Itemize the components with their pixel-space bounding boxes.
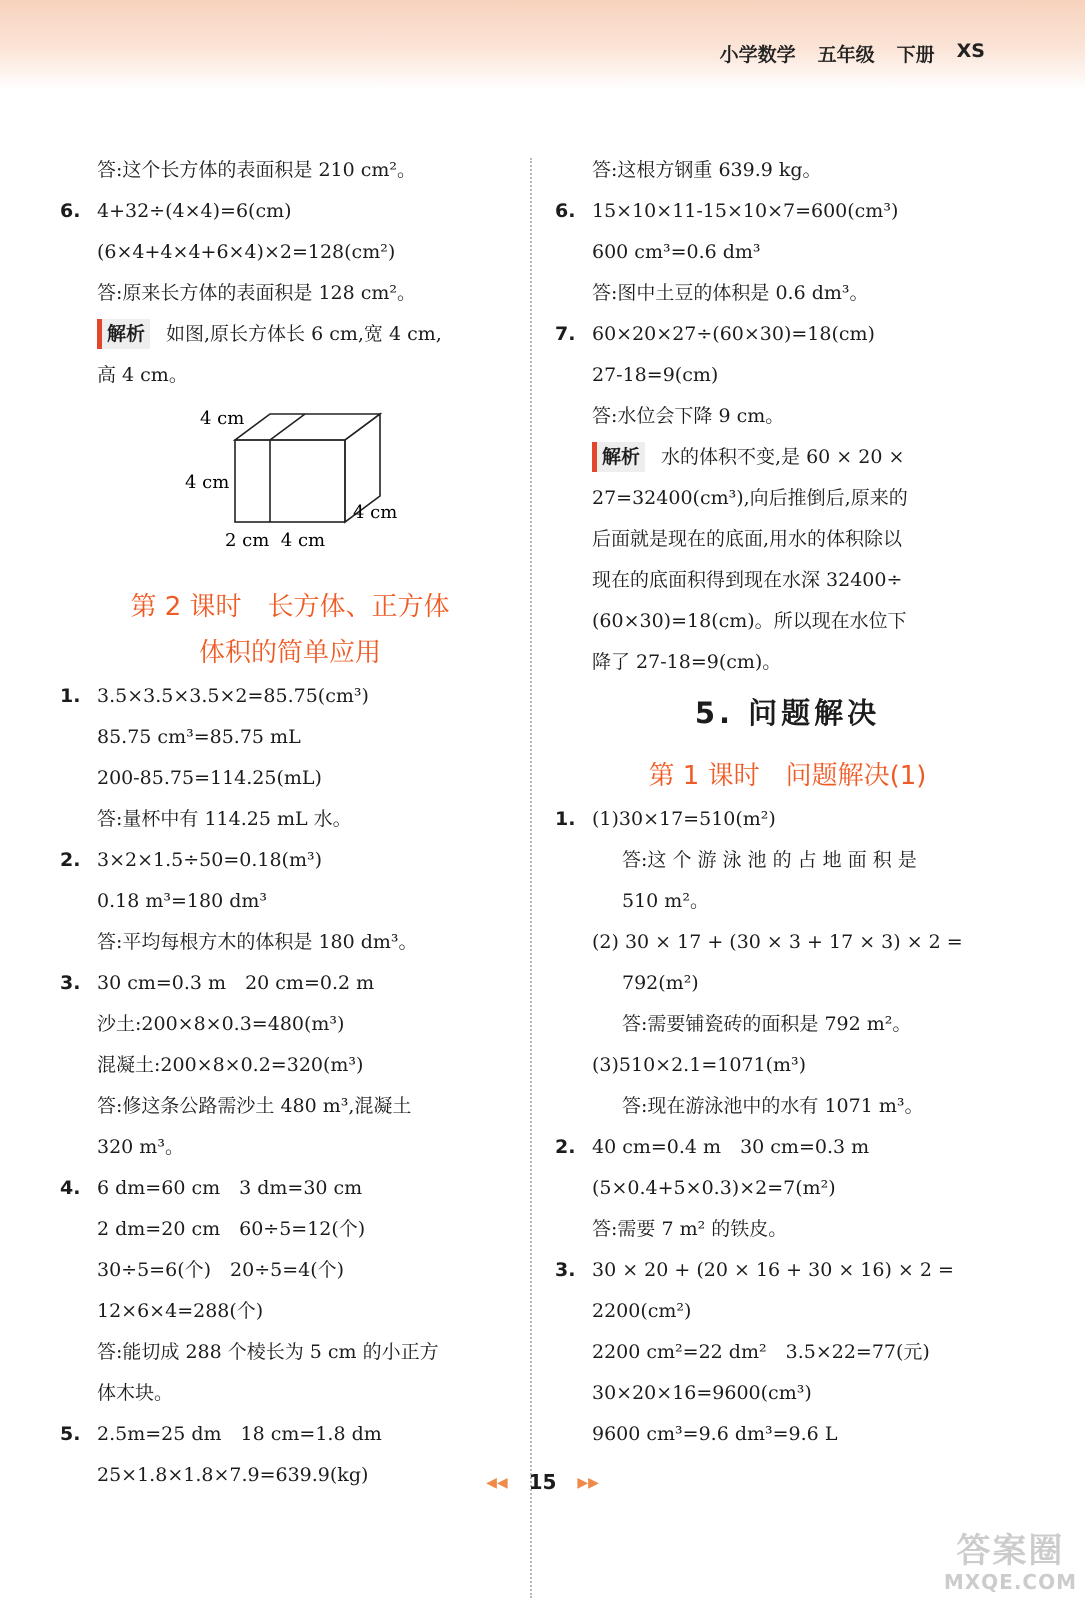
answer-line: 320 m³。	[97, 1136, 184, 1158]
answer-line: 答:需要铺瓷砖的面积是 792 m²。	[622, 1013, 912, 1035]
problem-7	[555, 314, 1020, 355]
answer-line: 体木块。	[97, 1382, 174, 1404]
analysis-tag: 解析	[592, 442, 645, 472]
equation: (6×4+4×4+6×4)×2=128(cm²)	[97, 241, 396, 263]
problem-number: 6.	[60, 200, 81, 222]
analysis-text: 27=32400(cm³),向后推倒后,原来的	[592, 487, 908, 509]
problem-number: 4.	[60, 1177, 81, 1199]
analysis-tag: 解析	[97, 319, 150, 349]
equation: 30÷5=6(个) 20÷5=4(个)	[97, 1259, 345, 1281]
cuboid-front-face	[235, 440, 345, 522]
problem-2-right	[555, 1127, 1020, 1168]
analysis-block	[555, 437, 1020, 478]
lesson-title: 第 2 课时 长方体、正方体	[130, 592, 450, 622]
problem-number: 7.	[555, 323, 576, 345]
header-term: 下册	[896, 44, 935, 66]
problem-1	[60, 676, 520, 717]
equation: 2200 cm²=22 dm² 3.5×22=77(元)	[592, 1341, 930, 1363]
equation: 2.5m=25 dm 18 cm=1.8 dm	[97, 1423, 382, 1445]
problem-3-right	[555, 1250, 1020, 1291]
equation: 30 × 20 + (20 × 16 + 30 × 16) × 2 =	[592, 1259, 954, 1281]
analysis-block	[60, 314, 520, 355]
problem-6-left	[60, 191, 520, 232]
problem-number: 2.	[555, 1136, 576, 1158]
header-edition: XS	[956, 40, 985, 62]
book-header	[720, 40, 985, 67]
equation: 25×1.8×1.8×7.9=639.9(kg)	[97, 1464, 369, 1486]
answer-line: 答:量杯中有 114.25 mL 水。	[97, 808, 352, 830]
answer-line: 答:这 个 游 泳 池 的 占 地 面 积 是	[622, 849, 917, 871]
right-column	[555, 150, 1020, 1455]
equation: 15×10×11-15×10×7=600(cm³)	[592, 200, 899, 222]
equation: 2 dm=20 cm 60÷5=12(个)	[97, 1218, 366, 1240]
header-grade: 五年级	[817, 44, 875, 66]
answer-line: 答:能切成 288 个棱长为 5 cm 的小正方	[97, 1341, 439, 1363]
analysis-text: 后面就是现在的底面,用水的体积除以	[592, 528, 903, 550]
equation: 85.75 cm³=85.75 mL	[97, 726, 301, 748]
watermark-url: MXQE.COM	[943, 1570, 1077, 1594]
equation: 792(m²)	[622, 972, 699, 994]
problem-number: 1.	[555, 808, 576, 830]
answer-line: 答:水位会下降 9 cm。	[592, 405, 785, 427]
equation: 200-85.75=114.25(mL)	[97, 767, 322, 789]
cut-line-top	[270, 414, 305, 440]
equation: 混凝土:200×8×0.2=320(m³)	[97, 1054, 364, 1076]
lesson-title: 第 1 课时 问题解决(1)	[648, 761, 927, 791]
problem-number: 2.	[60, 849, 81, 871]
problem-number: 3.	[60, 972, 81, 994]
equation: 60×20×27÷(60×30)=18(cm)	[592, 323, 875, 345]
equation: (1)30×17=510(m²)	[592, 808, 776, 830]
equation: 12×6×4=288(个)	[97, 1300, 264, 1322]
equation: 30 cm=0.3 m 20 cm=0.2 m	[97, 972, 375, 994]
analysis-text: 高 4 cm。	[97, 364, 188, 386]
analysis-text: (60×30)=18(cm)。所以现在水位下	[592, 610, 907, 632]
watermark	[944, 1532, 1077, 1594]
equation: 4+32÷(4×4)=6(cm)	[97, 200, 292, 222]
label-bottom: 2 cm 4 cm	[225, 530, 326, 551]
column-divider	[530, 158, 532, 1598]
analysis-text: 如图,原长方体长 6 cm,宽 4 cm,	[166, 323, 442, 345]
problem-6-right	[555, 191, 1020, 232]
equation: 30×20×16=9600(cm³)	[592, 1382, 812, 1404]
header-subject: 小学数学	[719, 44, 796, 66]
analysis-text: 降了 27-18=9(cm)。	[592, 651, 782, 673]
label-top: 4 cm	[200, 408, 245, 429]
answer-line: 答:需要 7 m² 的铁皮。	[592, 1218, 788, 1240]
answer-line: 510 m²。	[622, 890, 709, 912]
analysis-text: 现在的底面积得到现在水深 32400÷	[592, 569, 903, 591]
next-arrows-icon: ▶▶	[577, 1475, 599, 1491]
equation: (3)510×2.1=1071(m³)	[592, 1054, 807, 1076]
equation: (2) 30 × 17 + (30 × 3 + 17 × 3) × 2 =	[592, 931, 963, 953]
equation: 3×2×1.5÷50=0.18(m³)	[97, 849, 323, 871]
problem-5	[60, 1414, 520, 1455]
label-right: 4 cm	[353, 502, 398, 523]
lesson-subtitle: 体积的简单应用	[198, 638, 381, 668]
answer-line: 答:这根方钢重 639.9 kg。	[592, 159, 822, 181]
answer-line: 答:现在游泳池中的水有 1071 m³。	[622, 1095, 924, 1117]
label-left: 4 cm	[185, 472, 230, 493]
page-number: 15	[528, 1470, 557, 1494]
answer-line: 答:图中土豆的体积是 0.6 dm³。	[592, 282, 869, 304]
equation: 600 cm³=0.6 dm³	[592, 241, 761, 263]
problem-number: 6.	[555, 200, 576, 222]
problem-2	[60, 840, 520, 881]
problem-3	[60, 963, 520, 1004]
answer-line: 答:平均每根方木的体积是 180 dm³。	[97, 931, 418, 953]
problem-number: 3.	[555, 1259, 576, 1281]
equation: 6 dm=60 cm 3 dm=30 cm	[97, 1177, 363, 1199]
analysis-text: 水的体积不变,是 60 × 20 ×	[661, 446, 905, 468]
chapter-title: 5. 问题解决	[694, 696, 881, 730]
equation: 0.18 m³=180 dm³	[97, 890, 267, 912]
equation: 40 cm=0.4 m 30 cm=0.3 m	[592, 1136, 870, 1158]
problem-number: 1.	[60, 685, 81, 707]
equation: 27-18=9(cm)	[592, 364, 719, 386]
equation: 2200(cm²)	[592, 1300, 692, 1322]
answer-line: 答:这个长方体的表面积是 210 cm²。	[97, 159, 417, 181]
prev-arrows-icon: ◀◀	[486, 1475, 508, 1491]
left-column	[60, 150, 520, 1496]
problem-4	[60, 1168, 520, 1209]
page-footer	[0, 1470, 1085, 1494]
cuboid-diagram	[60, 396, 520, 584]
equation: (5×0.4+5×0.3)×2=7(m²)	[592, 1177, 836, 1199]
answer-line: 答:原来长方体的表面积是 128 cm²。	[97, 282, 417, 304]
answer-line: 答:修这条公路需沙土 480 m³,混凝土	[97, 1095, 412, 1117]
watermark-main: 答案圈	[956, 1531, 1065, 1571]
equation: 3.5×3.5×3.5×2=85.75(cm³)	[97, 685, 369, 707]
problem-1-right	[555, 799, 1020, 840]
equation: 沙土:200×8×0.3=480(m³)	[97, 1013, 345, 1035]
problem-number: 5.	[60, 1423, 81, 1445]
equation: 9600 cm³=9.6 dm³=9.6 L	[592, 1423, 838, 1445]
cuboid-top-face	[235, 414, 380, 440]
